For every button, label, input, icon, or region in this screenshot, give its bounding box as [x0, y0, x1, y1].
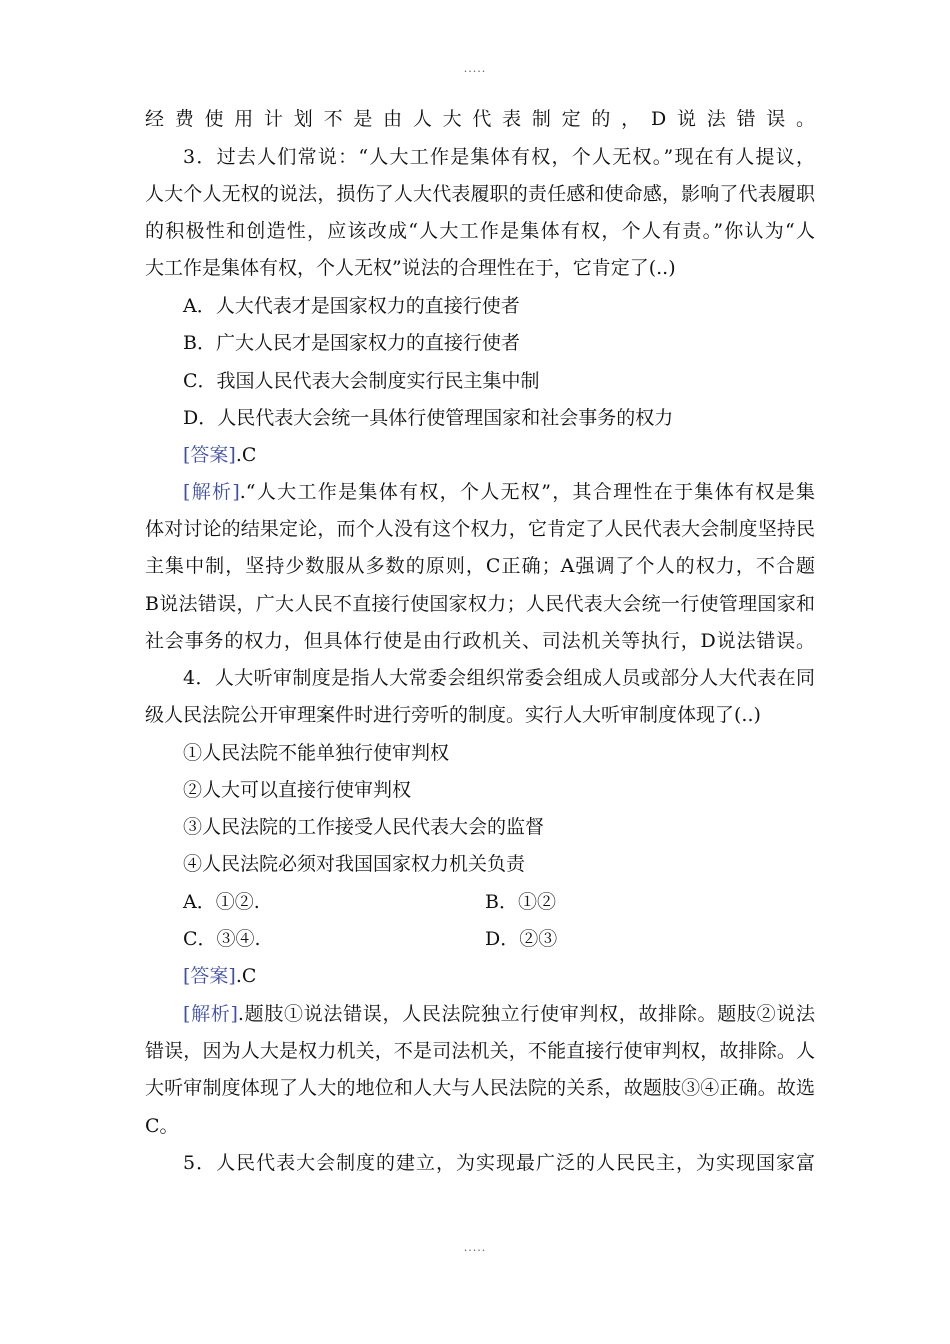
answer-tag: [答案]: [183, 965, 236, 987]
q4-analysis-first-line: [183, 1002, 815, 1026]
q2-analysis-tail: 经费使用计划不是由人大代表制定的，D说法错误。: [145, 108, 815, 130]
q3-analysis-first-line: [183, 480, 815, 504]
q4-answer: [183, 964, 815, 988]
q4-stem-line: 4．人大听审制度是指人大常委会组织常委会组成人员或部分人大代表在同: [183, 667, 815, 689]
answer-value: .C: [235, 444, 257, 466]
header-page-mark: .....: [463, 62, 487, 75]
q4-statement-3: ③人民法院的工作接受人民代表大会的监督: [183, 816, 545, 838]
analysis-tag: [解析]: [183, 1003, 238, 1025]
q4-analysis-line: C。: [145, 1115, 179, 1137]
q3-stem-line: 3．过去人们常说：“人大工作是集体有权，个人无权。”现在有人提议，: [183, 146, 815, 168]
footer-page-mark: .....: [463, 1241, 487, 1254]
q3-analysis-line: 主集中制，坚持少数服从多数的原则，C正确；A强调了个人的权力，不合题: [145, 555, 815, 577]
analysis-tag: [解析]: [183, 481, 240, 503]
q4-analysis-line: 错误，因为人大是权力机关，不是司法机关，不能直接行使审判权，故排除。人: [145, 1040, 815, 1062]
answer-value: .C: [235, 965, 257, 987]
q4-statement-2: ②人大可以直接行使审判权: [183, 779, 412, 801]
q4-option-d: D．②③: [485, 928, 558, 950]
q3-stem-line: 的积极性和创造性，应该改成“人大工作是集体有权，个人有责。”你认为“人: [145, 220, 815, 242]
q4-stem-line: 级人民法院公开审理案件时进行旁听的制度。实行人大听审制度体现了(..): [145, 704, 761, 726]
q4-option-b: B．①②: [485, 891, 556, 913]
q3-analysis-line: 社会事务的权力，但具体行使是由行政机关、司法机关等执行，D说法错误。: [145, 630, 815, 652]
q3-option-b: B．广大人民才是国家权力的直接行使者: [183, 332, 520, 354]
q5-stem-line: 5．人民代表大会制度的建立，为实现最广泛的人民民主，为实现国家富: [183, 1152, 815, 1174]
analysis-text: .“人大工作是集体有权，个人无权”，其合理性在于集体有权是集: [239, 481, 815, 503]
q3-analysis-line: B说法错误，广大人民不直接行使国家权力；人民代表大会统一行使管理国家和: [145, 593, 815, 615]
q3-stem-line: 大工作是集体有权，个人无权”说法的合理性在于，它肯定了(..): [145, 257, 676, 279]
q3-analysis-line: 体对讨论的结果定论，而个人没有这个权力，它肯定了人民代表大会制度坚持民: [145, 518, 815, 540]
q4-option-a: A．①②.: [183, 891, 260, 913]
answer-tag: [答案]: [183, 444, 236, 466]
q4-option-c: C．③④.: [183, 928, 261, 950]
analysis-text: .题肢①说法错误，人民法院独立行使审判权，故排除。题肢②说法: [237, 1003, 815, 1025]
q3-stem-line: 人大个人无权的说法，损伤了人大代表履职的责任感和使命感，影响了代表履职: [145, 183, 815, 205]
q3-option-c: C．我国人民代表大会制度实行民主集中制: [183, 370, 540, 392]
q4-analysis-line: 大听审制度体现了人大的地位和人大与人民法院的关系，故题肢③④正确。故选: [145, 1077, 815, 1099]
q4-statement-1: ①人民法院不能单独行使审判权: [183, 742, 450, 764]
q3-option-d: D．人民代表大会统一具体行使管理国家和社会事务的权力: [183, 407, 674, 429]
q4-statement-4: ④人民法院必须对我国国家权力机关负责: [183, 853, 526, 875]
q3-answer: [183, 443, 815, 467]
q3-option-a: A．人大代表才是国家权力的直接行使者: [183, 295, 520, 317]
